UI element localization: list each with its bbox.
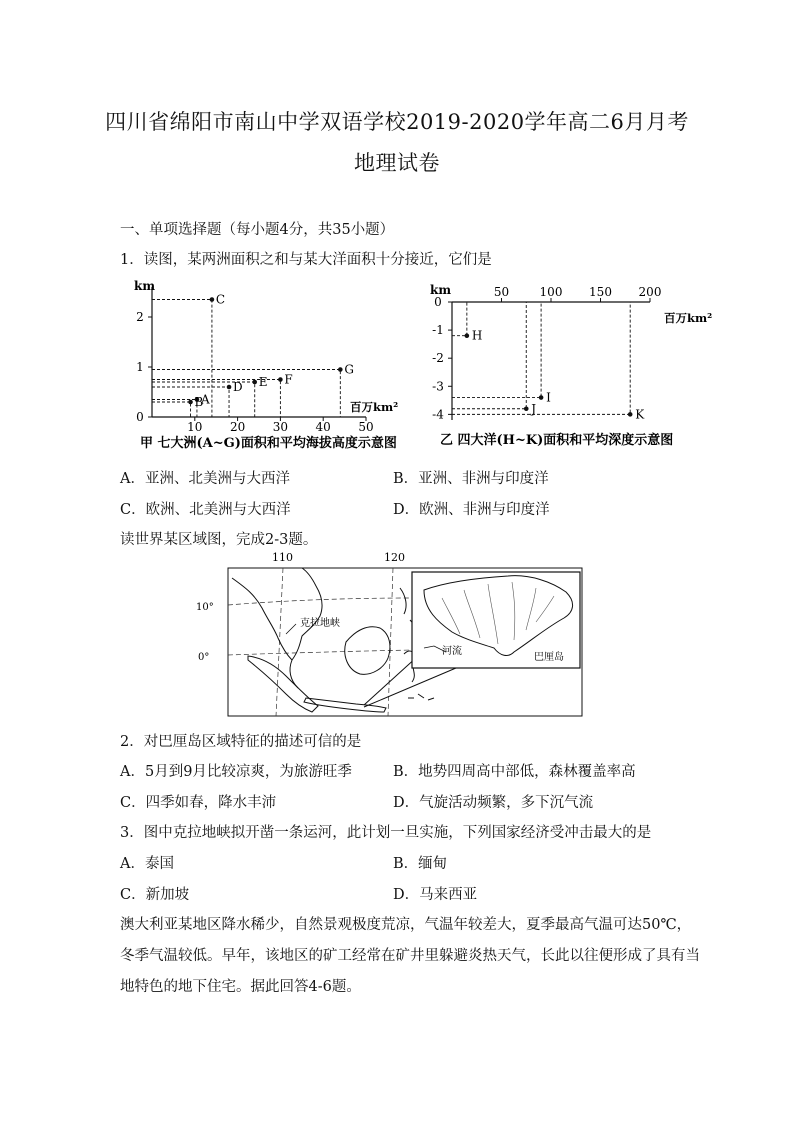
bali-label: 巴厘岛 [534,652,564,663]
yi-y-tick-label: -3 [432,379,444,394]
chart-yi [418,280,718,456]
jia-point-e [252,380,257,385]
q2-option-a: A．5月到9月比较凉爽，为旅游旺季 [120,764,352,780]
lon-label-110: 110 [272,551,293,564]
chart-jia [128,277,410,455]
jia-point-label-e: E [258,375,268,389]
q1-option-d: D．欧洲、非洲与印度洋 [393,502,550,518]
jia-point-label-c: C [215,292,226,307]
jia-x-unit: 百万km² [350,400,399,414]
jia-x-tick-label: 30 [272,420,289,434]
q1-option-c: C．欧洲、北美洲与大西洋 [120,502,291,518]
jia-point-f [278,377,283,382]
yi-guide-h [452,302,467,336]
jia-y-tick-label: 0 [136,410,144,424]
q3-option-b: B．缅甸 [393,856,448,872]
q3-option-a: A．泰国 [120,856,174,872]
jia-point-g [338,367,343,372]
yi-point-label-j: J [531,401,537,416]
jia-y-unit: km [134,279,156,293]
jia-y-tick-label: 1 [136,360,144,374]
passage-line-3: 地特色的地下住宅。据此回答4-6题。 [120,979,361,995]
yi-point-k [628,412,633,417]
jia-point-label-g: G [344,362,354,377]
q1-option-b: B．亚洲、非洲与印度洋 [393,471,549,487]
yi-guide-j [452,302,526,409]
yi-x-tick-label: 100 [539,285,563,299]
q1-option-a: A．亚洲、北美洲与大西洋 [120,471,290,487]
yi-guide-i [452,302,541,398]
q3-option-c: C．新加坡 [120,887,190,903]
lat-label-10: 10° [196,602,214,613]
jia-x-tick-label: 50 [358,420,374,434]
jia-point-label-f: F [284,372,293,387]
q2-option-b: B．地势四周高中部低，森林覆盖率高 [393,764,636,780]
jia-point-c [210,297,215,302]
yi-point-h [465,333,470,338]
yi-point-label-h: H [471,328,483,343]
yi-y-tick-label: 0 [434,295,442,309]
lon-label-120: 120 [384,551,405,564]
yi-y-tick-label: -4 [432,407,444,422]
river-label: 河流 [442,646,462,657]
yi-x-tick-label: 50 [493,285,510,299]
section-heading: 一、单项选择题（每小题4分，共35小题） [120,222,395,238]
jia-point-label-a: A [200,392,210,407]
jia-guide-b [152,402,191,417]
jia-caption: 甲 七大洲(A~G)面积和平均海拔高度示意图 [140,436,397,451]
paper-title: 四川省绵阳市南山中学双语学校2019-2020学年高二6月月考 [105,110,689,134]
jia-point-d [227,385,232,390]
yi-point-i [539,395,544,400]
paper-subtitle: 地理试卷 [354,151,440,175]
yi-x-unit: 百万km² [664,311,713,325]
yi-y-tick-label: -1 [432,323,444,338]
passage-line-2: 冬季气温较低。早年，该地区的矿工经常在矿井里躲避炎热天气，长此以往便形成了具有当 [120,948,700,964]
yi-point-label-i: I [546,390,551,405]
jia-guide-g [152,370,340,418]
isthmus-label: 克拉地峡 [300,618,340,629]
yi-point-label-k: K [635,407,645,422]
q2-option-c: C．四季如春，降水丰沛 [120,795,277,811]
yi-y-tick-label: -2 [432,351,444,366]
jia-point-label-d: D [233,380,243,394]
region-map [196,548,590,722]
jia-x-tick-label: 40 [315,420,331,434]
q2-option-d: D．气旋活动频繁，多下沉气流 [393,795,594,811]
passage-line-1: 澳大利亚某地区降水稀少，自然景观极度荒凉，气温年较差大，夏季最高气温可达50℃， [120,917,692,933]
jia-point-b [188,400,193,405]
lat-label-0: 0° [198,652,210,663]
yi-x-tick-label: 200 [638,285,662,299]
q3-option-d: D．马来西亚 [393,887,478,903]
question-3-stem: 3．图中克拉地峡拟开凿一条运河，此计划一旦实施，下列国家经济受冲击最大的是 [120,825,652,841]
question-2-stem: 2．对巴厘岛区域特征的描述可信的是 [120,734,362,750]
jia-y-tick-label: 2 [136,310,144,324]
jia-x-tick-label: 20 [229,420,246,434]
yi-caption: 乙 四大洋(H~K)面积和平均深度示意图 [440,433,674,448]
yi-point-j [524,406,529,411]
map-intro: 读世界某区域图，完成2-3题。 [120,532,318,548]
jia-point-label-b: B [194,395,204,409]
jia-x-tick-label: 10 [187,420,203,434]
question-1-stem: 1．读图，某两洲面积之和与某大洋面积十分接近，它们是 [120,252,492,268]
yi-x-tick-label: 150 [589,285,612,299]
yi-y-unit: km [430,283,452,297]
